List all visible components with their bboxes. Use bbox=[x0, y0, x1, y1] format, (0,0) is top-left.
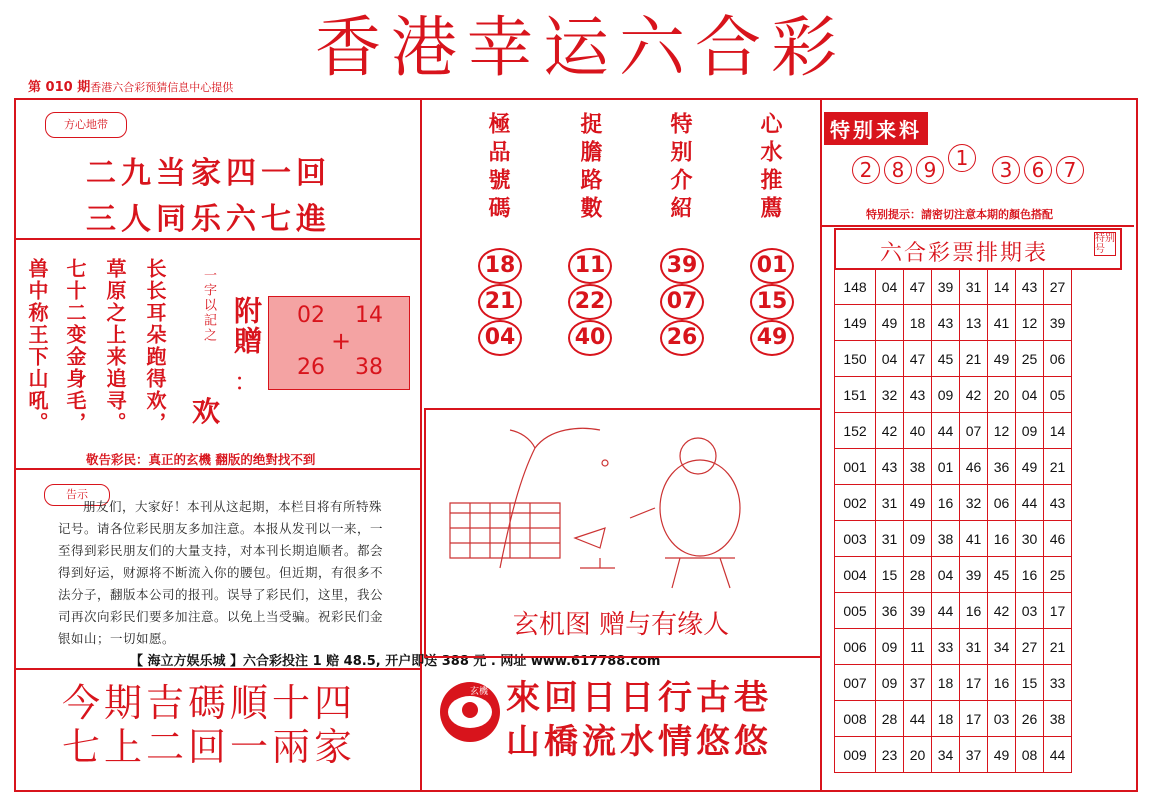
number-cell: 31 bbox=[960, 269, 988, 305]
number-cell: 45 bbox=[988, 557, 1016, 593]
number-cell: 46 bbox=[1044, 521, 1072, 557]
center-col-title-2: 捉膽路數 bbox=[577, 112, 603, 224]
table-row bbox=[835, 377, 1072, 413]
number-cell: 12 bbox=[988, 413, 1016, 449]
poem-col-3: 七十二变金身毛， bbox=[63, 258, 87, 434]
issue-number: 第 010 期 bbox=[28, 80, 91, 95]
notice-stamp: 告示 bbox=[44, 484, 110, 506]
warning-text: 敬告彩民：真正的玄機 翻版的绝對找不到 bbox=[86, 452, 316, 467]
special-num: 3 bbox=[992, 156, 1020, 184]
table-row bbox=[835, 413, 1072, 449]
special-hint: 特别提示：請密切注意本期的顏色搭配 bbox=[866, 208, 1053, 221]
number-cell: 15 bbox=[1016, 665, 1044, 701]
number-ball: 49 bbox=[750, 320, 794, 356]
table-row bbox=[835, 341, 1072, 377]
number-cell: 37 bbox=[904, 665, 932, 701]
table-row bbox=[835, 557, 1072, 593]
number-cell: 03 bbox=[988, 701, 1016, 737]
issue-cell: 007 bbox=[835, 665, 876, 701]
number-cell: 42 bbox=[960, 377, 988, 413]
gift-num: 02 bbox=[297, 303, 325, 328]
number-cell: 07 bbox=[960, 413, 988, 449]
issue-cell: 005 bbox=[835, 593, 876, 629]
number-cell: 16 bbox=[988, 521, 1016, 557]
number-cell: 33 bbox=[932, 629, 960, 665]
issue-cell: 152 bbox=[835, 413, 876, 449]
issue-cell: 004 bbox=[835, 557, 876, 593]
special-numbers bbox=[852, 146, 1084, 184]
issue-cell: 008 bbox=[835, 701, 876, 737]
number-cell: 20 bbox=[904, 737, 932, 773]
ad-banner[interactable]: 【 海立方娱乐城 】六合彩投注 1 赔 48.5, 开户即送 388 元 . 网址 www.617788.com bbox=[130, 654, 661, 669]
issue-cell: 003 bbox=[835, 521, 876, 557]
picture-caption: 玄机图 赠与有缘人 bbox=[512, 610, 730, 640]
number-cell: 34 bbox=[988, 629, 1016, 665]
schedule-header bbox=[834, 228, 1122, 270]
number-ball: 39 bbox=[660, 248, 704, 284]
number-cell: 43 bbox=[932, 305, 960, 341]
number-cell: 49 bbox=[876, 305, 904, 341]
issue-cell: 006 bbox=[835, 629, 876, 665]
table-row bbox=[835, 305, 1072, 341]
number-cell: 05 bbox=[1044, 377, 1072, 413]
special-num: 2 bbox=[852, 156, 880, 184]
number-cell: 04 bbox=[876, 341, 904, 377]
number-cell: 04 bbox=[1016, 377, 1044, 413]
center-col-title-4: 心水推薦 bbox=[757, 112, 783, 224]
number-cell: 30 bbox=[1016, 521, 1044, 557]
number-cell: 47 bbox=[904, 269, 932, 305]
number-cell: 36 bbox=[988, 449, 1016, 485]
gift-num: 26 bbox=[297, 355, 325, 380]
table-row bbox=[835, 449, 1072, 485]
number-cell: 27 bbox=[1044, 269, 1072, 305]
number-cell: 49 bbox=[904, 485, 932, 521]
poem-hint: 一字以記之 bbox=[201, 268, 216, 343]
number-cell: 33 bbox=[1044, 665, 1072, 701]
schedule-title: 六合彩票排期表 bbox=[880, 241, 1049, 266]
table-row bbox=[835, 269, 1072, 305]
number-cell: 18 bbox=[932, 665, 960, 701]
verse-line-1: 二九当家四一回 bbox=[86, 156, 331, 191]
bottom-verse-2: 七上二回一兩家 bbox=[62, 725, 357, 769]
number-cell: 09 bbox=[876, 665, 904, 701]
number-cell: 09 bbox=[932, 377, 960, 413]
gift-numbers bbox=[268, 296, 410, 390]
verse-line-2: 三人同乐六七進 bbox=[86, 202, 331, 237]
issue-cell: 002 bbox=[835, 485, 876, 521]
number-cell: 28 bbox=[904, 557, 932, 593]
number-cell: 34 bbox=[932, 737, 960, 773]
number-cell: 17 bbox=[1044, 593, 1072, 629]
center-col-title-3: 特别介紹 bbox=[667, 112, 693, 224]
number-ball: 11 bbox=[568, 248, 612, 284]
number-cell: 11 bbox=[904, 629, 932, 665]
number-cell: 39 bbox=[1044, 305, 1072, 341]
riddle-illustration bbox=[440, 418, 800, 598]
number-cell: 25 bbox=[1016, 341, 1044, 377]
page-title: 香港幸运六合彩 bbox=[315, 9, 847, 86]
center-bottom-verse-1: 來回日日行古巷 bbox=[506, 678, 772, 718]
number-cell: 17 bbox=[960, 665, 988, 701]
divider bbox=[420, 98, 422, 790]
number-cell: 23 bbox=[876, 737, 904, 773]
issue-cell: 001 bbox=[835, 449, 876, 485]
number-cell: 49 bbox=[988, 341, 1016, 377]
number-cell: 38 bbox=[904, 449, 932, 485]
number-cell: 09 bbox=[1016, 413, 1044, 449]
special-num: 8 bbox=[884, 156, 912, 184]
number-cell: 17 bbox=[960, 701, 988, 737]
table-row bbox=[835, 593, 1072, 629]
number-cell: 14 bbox=[1044, 413, 1072, 449]
number-ball: 40 bbox=[568, 320, 612, 356]
number-ball: 01 bbox=[750, 248, 794, 284]
table-row bbox=[835, 521, 1072, 557]
number-cell: 43 bbox=[904, 377, 932, 413]
number-cell: 25 bbox=[1044, 557, 1072, 593]
number-cell: 20 bbox=[988, 377, 1016, 413]
number-cell: 42 bbox=[876, 413, 904, 449]
number-cell: 49 bbox=[1016, 449, 1044, 485]
number-ball: 22 bbox=[568, 284, 612, 320]
number-cell: 44 bbox=[932, 593, 960, 629]
number-cell: 49 bbox=[988, 737, 1016, 773]
number-cell: 03 bbox=[1016, 593, 1044, 629]
number-ball: 15 bbox=[750, 284, 794, 320]
number-cell: 47 bbox=[904, 341, 932, 377]
number-cell: 31 bbox=[876, 521, 904, 557]
gift-num: 14 bbox=[355, 303, 383, 328]
number-cell: 45 bbox=[932, 341, 960, 377]
number-cell: 04 bbox=[932, 557, 960, 593]
issue-label bbox=[28, 76, 233, 95]
table-row bbox=[835, 485, 1072, 521]
number-cell: 06 bbox=[988, 485, 1016, 521]
number-cell: 40 bbox=[904, 413, 932, 449]
number-cell: 08 bbox=[1016, 737, 1044, 773]
number-cell: 13 bbox=[960, 305, 988, 341]
number-cell: 16 bbox=[988, 665, 1016, 701]
special-num: 9 bbox=[916, 156, 944, 184]
poem-answer: 欢 bbox=[192, 395, 221, 428]
number-cell: 12 bbox=[1016, 305, 1044, 341]
issue-note: 香港六合彩预猜信息中心提供 bbox=[90, 81, 234, 94]
number-cell: 43 bbox=[876, 449, 904, 485]
divider bbox=[820, 225, 1134, 227]
number-cell: 44 bbox=[904, 701, 932, 737]
number-cell: 16 bbox=[932, 485, 960, 521]
number-cell: 14 bbox=[988, 269, 1016, 305]
number-cell: 28 bbox=[876, 701, 904, 737]
notice-paragraph: 朋友们，大家好！本刊从这起期，本栏目将有所特殊记号。请各位彩民朋友多加注意。本报从发刊以一来，一至得到彩民朋友们的大量支持，对本刊长期追顺者。都会得到好运，财源将不断流入你的腰包。但近期，有很多不法分子，翻版本公司的报刊。误导了彩民们，这里，我公司再次向彩民们要多加注意。以免上当受骗。祝彩民们金银如山；一切如愿。 bbox=[58, 499, 384, 646]
number-cell: 27 bbox=[1016, 629, 1044, 665]
divider bbox=[14, 468, 420, 470]
number-cell: 44 bbox=[1016, 485, 1044, 521]
seal-text: 玄機 bbox=[470, 687, 489, 697]
number-ball: 07 bbox=[660, 284, 704, 320]
gift-mark: + bbox=[331, 327, 352, 355]
number-cell: 16 bbox=[1016, 557, 1044, 593]
number-cell: 42 bbox=[988, 593, 1016, 629]
schedule-table bbox=[834, 268, 1072, 773]
number-cell: 26 bbox=[1016, 701, 1044, 737]
issue-cell: 150 bbox=[835, 341, 876, 377]
table-row bbox=[835, 629, 1072, 665]
issue-cell: 151 bbox=[835, 377, 876, 413]
number-cell: 31 bbox=[960, 629, 988, 665]
number-cell: 06 bbox=[1044, 341, 1072, 377]
number-cell: 44 bbox=[932, 413, 960, 449]
number-cell: 04 bbox=[876, 269, 904, 305]
issue-cell: 149 bbox=[835, 305, 876, 341]
issue-cell: 009 bbox=[835, 737, 876, 773]
number-ball: 04 bbox=[478, 320, 522, 356]
number-cell: 21 bbox=[1044, 449, 1072, 485]
number-cell: 15 bbox=[876, 557, 904, 593]
special-num: 1 bbox=[948, 144, 976, 172]
number-cell: 32 bbox=[960, 485, 988, 521]
number-cell: 38 bbox=[932, 521, 960, 557]
attach-colon: ： bbox=[234, 368, 258, 396]
special-num: 6 bbox=[1024, 156, 1052, 184]
number-cell: 21 bbox=[1044, 629, 1072, 665]
number-cell: 43 bbox=[1016, 269, 1044, 305]
table-row bbox=[835, 737, 1072, 773]
number-cell: 37 bbox=[960, 737, 988, 773]
number-cell: 21 bbox=[960, 341, 988, 377]
poem-col-4: 兽中称王下山吼。 bbox=[25, 258, 49, 434]
center-col-title-1: 極品號碼 bbox=[485, 112, 511, 224]
poem-col-2: 草原之上来追寻。 bbox=[103, 258, 127, 434]
number-cell: 41 bbox=[960, 521, 988, 557]
number-cell: 39 bbox=[932, 269, 960, 305]
number-cell: 36 bbox=[876, 593, 904, 629]
number-cell: 16 bbox=[960, 593, 988, 629]
number-cell: 39 bbox=[960, 557, 988, 593]
number-cell: 38 bbox=[1044, 701, 1072, 737]
number-cell: 18 bbox=[904, 305, 932, 341]
number-ball: 21 bbox=[478, 284, 522, 320]
table-row bbox=[835, 701, 1072, 737]
poem-col-1: 长长耳朵跑得欢， bbox=[143, 258, 167, 434]
number-cell: 09 bbox=[876, 629, 904, 665]
number-cell: 46 bbox=[960, 449, 988, 485]
number-cell: 31 bbox=[876, 485, 904, 521]
number-cell: 09 bbox=[904, 521, 932, 557]
number-cell: 43 bbox=[1044, 485, 1072, 521]
number-ball: 18 bbox=[478, 248, 522, 284]
bottom-verse-1: 今期吉碼順十四 bbox=[62, 681, 357, 725]
number-cell: 39 bbox=[904, 593, 932, 629]
divider bbox=[14, 238, 420, 240]
special-num: 7 bbox=[1056, 156, 1084, 184]
special-title: 特别来料 bbox=[824, 112, 928, 145]
taiji-seal bbox=[440, 682, 500, 742]
number-cell: 41 bbox=[988, 305, 1016, 341]
number-cell: 44 bbox=[1044, 737, 1072, 773]
stamp: 方心地带 bbox=[45, 112, 127, 138]
number-cell: 18 bbox=[932, 701, 960, 737]
number-cell: 32 bbox=[876, 377, 904, 413]
issue-cell: 148 bbox=[835, 269, 876, 305]
gift-num: 38 bbox=[355, 355, 383, 380]
schedule-badge: 特别号 bbox=[1095, 233, 1115, 255]
table-row bbox=[835, 665, 1072, 701]
attach-label: 附贈 bbox=[230, 296, 263, 356]
center-bottom-verse-2: 山橋流水情悠悠 bbox=[506, 722, 772, 762]
number-ball: 26 bbox=[660, 320, 704, 356]
number-cell: 01 bbox=[932, 449, 960, 485]
